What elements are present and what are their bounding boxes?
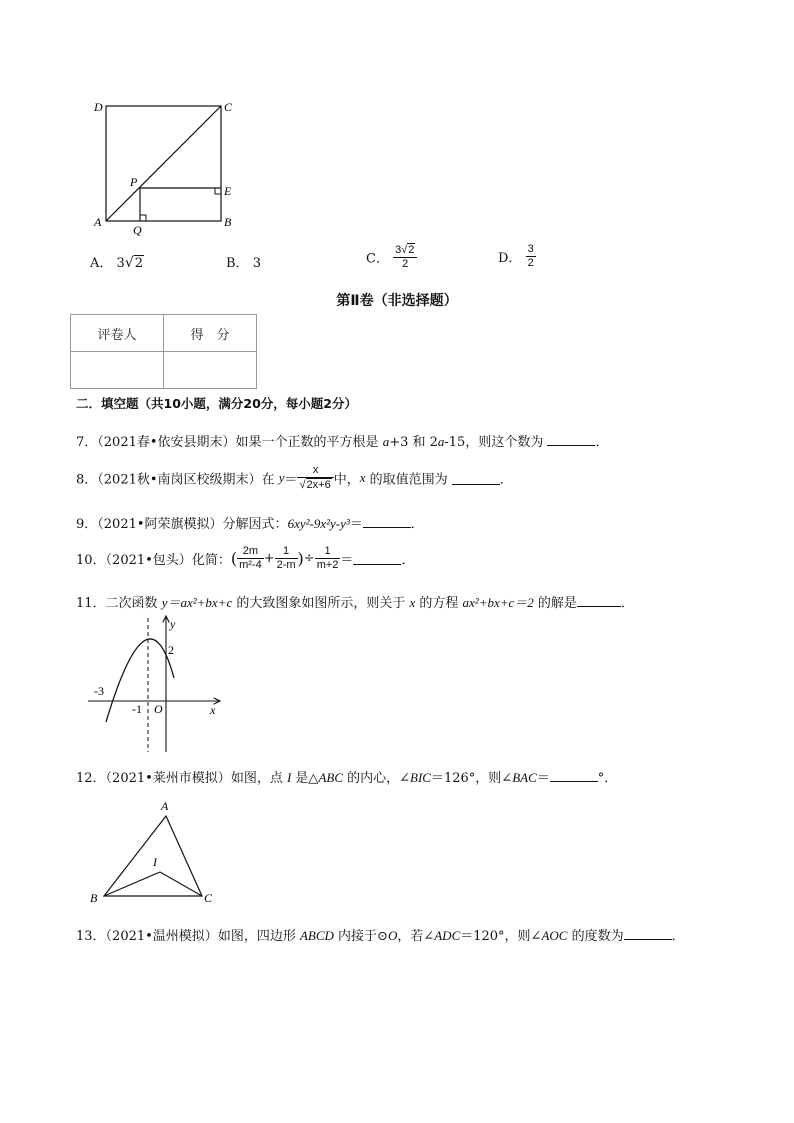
q10-frac3-den: m+2: [316, 559, 339, 571]
score-table-grader-header: 评卷人: [71, 315, 164, 352]
q9-source: （2021•阿荣旗模拟）: [97, 517, 223, 532]
score-table-score-header: 得 分: [164, 315, 257, 352]
q12-text5: ＝: [536, 771, 550, 786]
option-c-den: 2: [402, 258, 409, 270]
q9-number: 9．: [76, 517, 98, 532]
q7-var-a2: a: [437, 434, 445, 449]
q10-frac1: [237, 545, 264, 572]
q10-frac2-num: 1: [275, 545, 298, 559]
q11-equation: ax²+bx+c＝2: [462, 595, 534, 610]
q13-text: 如图，四边形: [217, 929, 300, 944]
q8-var-x: x: [359, 470, 366, 485]
option-b-letter: B．: [226, 256, 249, 271]
q12-text2: 是△: [291, 771, 319, 786]
q12-text4: ＝126°，则∠: [430, 771, 513, 786]
q11-text4: 的解是: [533, 596, 577, 611]
triangle-label-i: I: [153, 855, 157, 869]
q12-text: 如图，点: [230, 771, 287, 786]
q9-end: ．: [410, 517, 424, 532]
option-b[interactable]: [226, 252, 261, 271]
q12-bic: BIC: [410, 770, 431, 785]
q13-answer-blank[interactable]: [624, 927, 672, 940]
q13-text3: ，若∠: [397, 929, 435, 944]
option-a-rad: 2: [134, 256, 144, 271]
q7-text: 如果一个正数的平方根是: [235, 435, 383, 450]
question-10: 10．（2021•包头）化简：( $\frac{2m}{\text{m²-4}}$ + $\frac{1}{2-m}$ )÷ $\frac{1}{m+2}$ ＝ ．: [76, 545, 415, 571]
q12-answer-blank[interactable]: [550, 769, 598, 782]
q12-bac: BAC: [512, 770, 537, 785]
q8-var-y: y: [278, 470, 285, 485]
q8-text2: 中，: [333, 472, 360, 488]
option-d-num: 3: [527, 243, 534, 255]
label-p: P: [130, 175, 138, 189]
q8-fraction: $\frac{x}{√2x+6}$: [297, 464, 333, 492]
q12-source: （2021•莱州市模拟）: [105, 771, 231, 786]
graph-value-neg3: -3: [94, 684, 104, 698]
q10-frac2: [275, 545, 298, 572]
q10-number: 10．: [76, 553, 106, 568]
question-11: [76, 592, 634, 611]
q10-source: （2021•包头）: [105, 553, 192, 568]
question-8: [76, 464, 513, 492]
graph-y-label: y: [170, 617, 176, 631]
q10-frac3-num: 1: [315, 545, 341, 559]
q10-frac2-den: 2-m: [276, 559, 296, 571]
q10-text: 化简：: [191, 553, 231, 568]
q13-source: （2021•温州模拟）: [105, 929, 218, 944]
option-d-fraction: [526, 243, 536, 270]
option-a-letter: A．: [90, 256, 113, 271]
q13-abcd: ABCD: [299, 928, 334, 943]
q10-answer-blank[interactable]: [353, 552, 401, 565]
question-12: [76, 767, 617, 786]
q9-equals: ＝: [349, 517, 363, 532]
question-9: [76, 513, 424, 532]
q9-answer-blank[interactable]: [363, 515, 411, 528]
option-a[interactable]: A． 3√2: [90, 255, 144, 271]
label-e: E: [224, 184, 232, 198]
option-c-fraction: $\frac{3√2}{2}$: [393, 243, 417, 271]
option-d-letter: D．: [498, 251, 522, 266]
q8-frac-num: x: [297, 464, 333, 478]
q11-text2: 的大致图象如图所示，则关于: [232, 596, 410, 611]
q8-answer-blank[interactable]: [452, 472, 500, 485]
q13-number: 13．: [76, 929, 106, 944]
q8-text3: 的取值范围为: [365, 472, 452, 488]
option-c[interactable]: [366, 243, 417, 271]
q8-frac-den: 2x+6: [306, 479, 331, 491]
q11-function: y＝ax²+bx+c: [161, 595, 233, 610]
q7-end: ．: [595, 435, 609, 450]
graph-x-label: x: [210, 703, 216, 717]
q11-text: 二次函数: [105, 596, 162, 611]
q9-expression: 6xy²-9x²y-y³: [287, 516, 350, 531]
q10-frac1-num: 2m: [237, 545, 264, 559]
q10-end: ．: [401, 553, 415, 568]
option-a-coef: 3: [116, 256, 125, 271]
q13-end: ．: [671, 929, 685, 944]
parabola-graph: [88, 612, 228, 756]
triangle-label-c: C: [204, 891, 213, 905]
label-d: D: [94, 100, 103, 114]
q7-number: 7．: [76, 435, 98, 450]
graph-origin-label: O: [154, 702, 163, 716]
section-title: 第Ⅱ卷（非选择题）: [336, 293, 458, 309]
q7-source: （2021春•依安县期末）: [97, 435, 236, 450]
triangle-label-a: A: [161, 799, 169, 813]
option-b-value: 3: [252, 256, 261, 271]
q13-text2: 内接于⊙: [333, 929, 388, 944]
q8-end: ．: [499, 472, 513, 488]
question-13: [76, 925, 685, 944]
triangle-figure: [86, 796, 226, 908]
q7-text2: +3 和 2: [389, 435, 438, 450]
q7-var-a: a: [382, 434, 390, 449]
q11-var-x: x: [409, 595, 416, 610]
label-a: A: [94, 215, 102, 229]
option-c-num-rad: 2: [408, 244, 415, 256]
part2-heading: 二．填空题（共10小题，满分20分，每小题2分）: [76, 396, 357, 411]
q11-text3: 的方程: [415, 596, 463, 611]
square-figure: [90, 96, 250, 241]
q9-text: 分解因式：: [222, 517, 288, 532]
score-table-score-cell[interactable]: [164, 352, 257, 389]
question-7: [76, 431, 608, 450]
option-d-den: 2: [527, 257, 534, 269]
q13-var-o: O: [387, 928, 398, 943]
q12-text3: 的内心，∠: [343, 771, 411, 786]
q8-equals: ＝: [284, 472, 298, 488]
q12-var-i: I: [286, 770, 292, 785]
graph-value-2: 2: [168, 643, 174, 657]
q12-abc: ABC: [318, 770, 343, 785]
q7-text3: -15，则这个数为: [444, 435, 548, 450]
option-c-num-coef: 3: [395, 244, 402, 256]
q8-number: 8．: [76, 472, 98, 488]
label-q: Q: [133, 223, 142, 237]
label-b: B: [224, 215, 232, 229]
q8-text: 在: [261, 472, 279, 488]
q13-text5: 的度数为: [567, 929, 624, 944]
q8-source: （2021秋•南岗区校级期末）: [97, 472, 262, 488]
q13-adc: ADC: [434, 928, 461, 943]
q11-number: 11．: [76, 596, 106, 611]
q13-text4: ＝120°，则∠: [460, 929, 542, 944]
q7-answer-blank[interactable]: [547, 433, 595, 446]
q12-end: °．: [597, 771, 618, 786]
score-table-grader-cell[interactable]: [71, 352, 164, 389]
option-c-letter: C．: [366, 251, 389, 267]
triangle-label-b: B: [90, 891, 98, 905]
q13-aoc: AOC: [541, 928, 568, 943]
q11-end: ．: [620, 596, 634, 611]
q11-answer-blank[interactable]: [577, 594, 621, 607]
label-c: C: [224, 100, 233, 114]
q12-number: 12．: [76, 771, 106, 786]
option-d[interactable]: [498, 243, 536, 270]
q10-frac3: [315, 545, 341, 572]
q10-equals: ＝: [340, 553, 354, 568]
q10-divide: ÷: [303, 551, 315, 566]
q10-frac1-den: m²-4: [239, 559, 262, 571]
graph-value-neg1: -1: [132, 702, 142, 716]
score-table: [70, 314, 257, 389]
